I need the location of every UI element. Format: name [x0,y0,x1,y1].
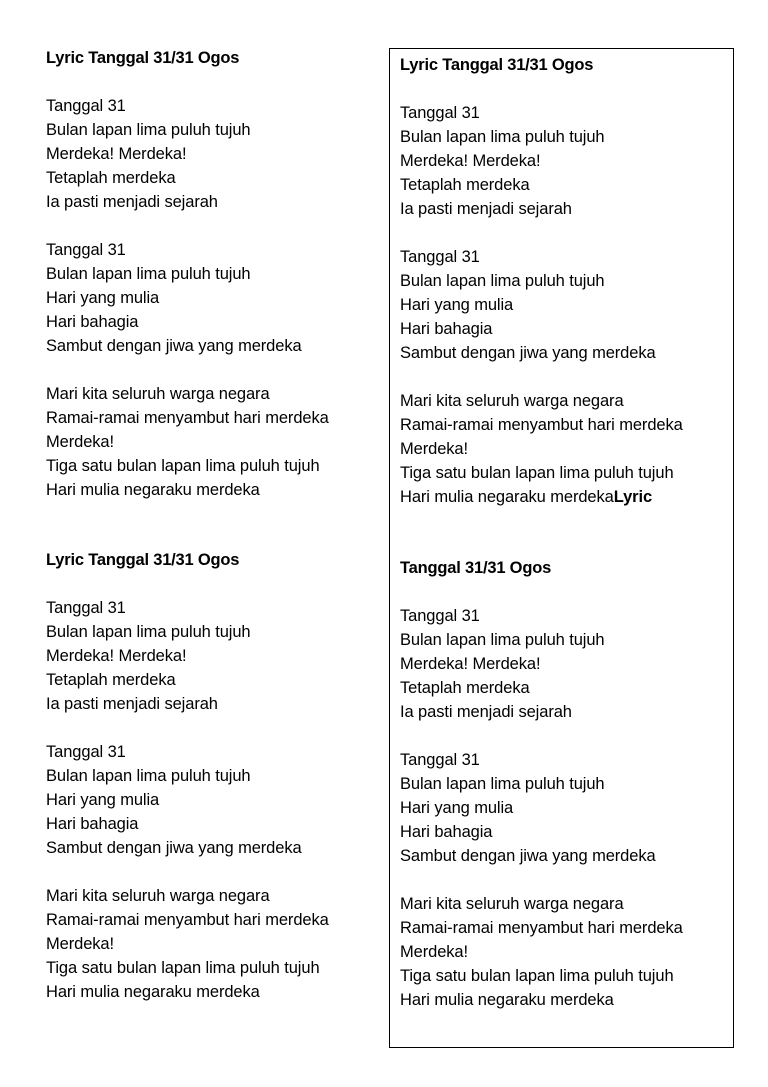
lyric-line: Merdeka! Merdeka! [400,655,541,673]
lyric-line: Merdeka! Merdeka! [400,152,541,170]
lyric-line: Tanggal 31 [46,599,126,617]
lyric-line: Tanggal 31 [46,97,126,115]
lyric-line: Merdeka! [400,440,468,458]
lyric-line: Hari yang mulia [400,296,514,314]
lyric-line: Ia pasti menjadi sejarah [400,703,572,721]
lyric-title-prefix: Lyric [613,488,653,506]
lyric-title: Lyric Tanggal 31/31 Ogos [400,56,594,74]
lyric-line: Tiga satu bulan lapan lima puluh tujuh [400,967,674,985]
lyric-line: Tanggal 31 [400,607,480,625]
lyric-line: Bulan lapan lima puluh tujuh [46,121,251,139]
lyric-line: Bulan lapan lima puluh tujuh [46,623,251,641]
lyric-line: Bulan lapan lima puluh tujuh [46,767,251,785]
lyric-line: Tetaplah merdeka [400,176,530,194]
lyric-line: Ramai-ramai menyambut hari merdeka [46,911,329,929]
lyric-line: Bulan lapan lima puluh tujuh [400,272,605,290]
lyric-copy-1 [46,46,376,502]
lyric-line-with-title-prefix [400,485,730,509]
lyric-copy-3 [46,548,376,1004]
lyric-line: Sambut dengan jiwa yang merdeka [400,847,656,865]
lyric-line: Tanggal 31 [46,241,126,259]
lyric-line: Merdeka! [46,433,114,451]
lyric-line: Bulan lapan lima puluh tujuh [400,631,605,649]
lyric-line: Ia pasti menjadi sejarah [46,193,218,211]
lyric-line: Ia pasti menjadi sejarah [400,200,572,218]
lyric-line: Hari yang mulia [400,799,514,817]
lyric-line: Bulan lapan lima puluh tujuh [46,265,251,283]
lyric-copy-4 [400,556,730,1012]
lyric-line: Hari mulia negaraku merdeka [46,481,260,499]
lyric-line: Ramai-ramai menyambut hari merdeka [46,409,329,427]
lyric-line: Mari kita seluruh warga negara [400,392,624,410]
lyric-title: Lyric Tanggal 31/31 Ogos [46,49,240,67]
lyric-title: Lyric Tanggal 31/31 Ogos [46,551,240,569]
lyric-line: Mari kita seluruh warga negara [400,895,624,913]
lyric-copy-2 [400,53,730,509]
lyric-line: Hari yang mulia [46,289,160,307]
lyric-line: Merdeka! Merdeka! [46,647,187,665]
lyric-line: Hari yang mulia [46,791,160,809]
lyric-line: Bulan lapan lima puluh tujuh [400,775,605,793]
lyric-line: Tanggal 31 [400,248,480,266]
lyric-line: Merdeka! Merdeka! [46,145,187,163]
lyric-line: Sambut dengan jiwa yang merdeka [400,344,656,362]
lyric-line: Tanggal 31 [400,751,480,769]
lyric-line: Mari kita seluruh warga negara [46,385,270,403]
lyric-line: Sambut dengan jiwa yang merdeka [46,839,302,857]
lyric-line: Hari mulia negaraku merdeka [400,488,614,506]
lyric-line: Tetaplah merdeka [400,679,530,697]
lyric-line: Merdeka! [46,935,114,953]
lyric-line: Mari kita seluruh warga negara [46,887,270,905]
lyric-line: Ramai-ramai menyambut hari merdeka [400,416,683,434]
lyric-line: Tiga satu bulan lapan lima puluh tujuh [46,959,320,977]
lyric-line: Hari bahagia [46,313,139,331]
lyric-line: Tetaplah merdeka [46,671,176,689]
lyric-line: Tanggal 31 [400,104,480,122]
lyric-line: Hari mulia negaraku merdeka [400,991,614,1009]
lyric-line: Tanggal 31 [46,743,126,761]
lyric-line: Tiga satu bulan lapan lima puluh tujuh [46,457,320,475]
lyric-title-rest: Tanggal 31/31 Ogos [400,559,552,577]
lyric-line: Hari bahagia [46,815,139,833]
lyric-line: Tetaplah merdeka [46,169,176,187]
lyric-line: Hari mulia negaraku merdeka [46,983,260,1001]
lyric-line: Tiga satu bulan lapan lima puluh tujuh [400,464,674,482]
lyric-line: Bulan lapan lima puluh tujuh [400,128,605,146]
lyric-line: Hari bahagia [400,320,493,338]
lyric-line: Hari bahagia [400,823,493,841]
lyric-line: Merdeka! [400,943,468,961]
lyric-line: Ramai-ramai menyambut hari merdeka [400,919,683,937]
lyric-line: Sambut dengan jiwa yang merdeka [46,337,302,355]
lyric-line: Ia pasti menjadi sejarah [46,695,218,713]
